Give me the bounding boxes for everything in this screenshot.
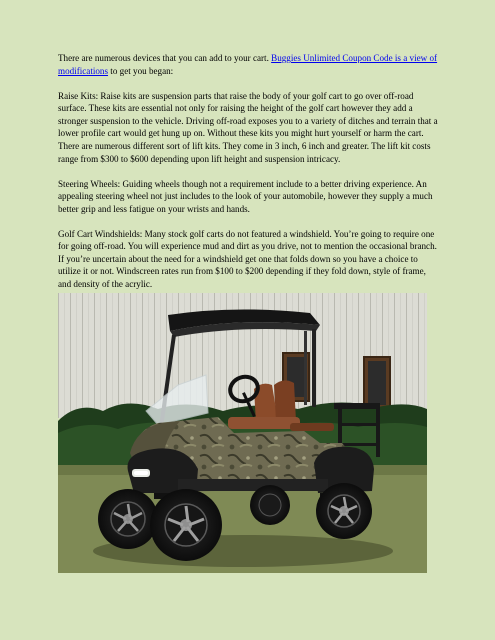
- intro-paragraph: [58, 52, 438, 77]
- coupon-code-link[interactable]: Buggies Unlimited Coupon Code is a view of modifications: [58, 53, 438, 76]
- rear-left-wheel: [250, 485, 290, 525]
- intro-text-end: to get you began:: [110, 65, 174, 76]
- windshields-paragraph: Golf Cart Windshields: Many stock golf carts do not featured a windshield. You’re going to require one for going off-road. You will experience mud and dirt as you drive, not to mention the occasional branch. If you’re uncertain about the need for a windshield get one that folds down so you have a choice to utilize it or not. Windscreen rates run from $100 to $200 depending if they fold down, style of frame, and density of the acrylic.: [58, 228, 437, 290]
- lift-kits-paragraph: Raise Kits: Raise kits are suspension parts that raise the body of your golf cart to go over off-road surface. These kits are essential not only for raising the height of the golf cart however they add a stronger suspension to the vehicle. Driving off-road exposes you to a variety of ditches and terrain that a lower profile cart would get hung up on. Without these kits you might hurt yourself or harm the cart. There are numerous different sort of lift kits. They come in 3 inch, 6 inch and greater. The lift kit costs range from $300 to $600 depending upon lift height and suspension intricacy.: [58, 90, 438, 164]
- front-right-wheel: [150, 489, 222, 561]
- steering-wheels-paragraph: Steering Wheels: Guiding wheels though not a requirement include to a better driving experience. An appealing steering wheel not just includes to the look of your automobile, however they supply a much better grip and less fatigue on your wrists and hands.: [58, 178, 433, 214]
- rear-right-wheel: [316, 483, 372, 539]
- front-left-wheel: [98, 489, 158, 549]
- intro-text: There are numerous devices that you can add to your cart.: [58, 53, 269, 63]
- golf-cart-photo: [58, 293, 427, 573]
- article-body: [58, 52, 438, 303]
